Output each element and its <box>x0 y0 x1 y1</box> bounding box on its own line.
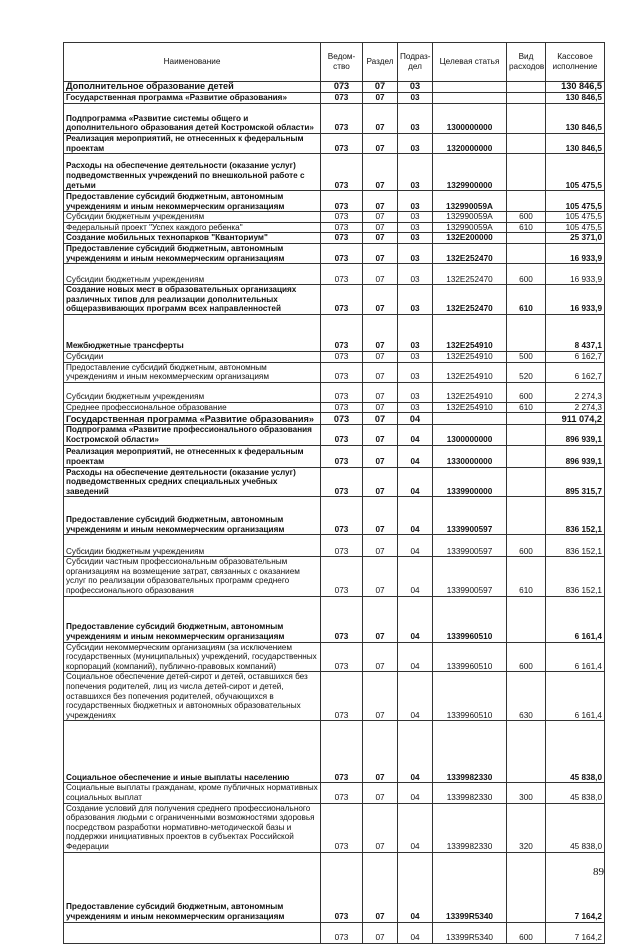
row-vedom-cell: 073 <box>321 212 363 223</box>
row-vedom-cell: 073 <box>321 104 363 134</box>
row-podrazdel-cell: 04 <box>398 803 433 852</box>
row-vid-cell <box>507 134 546 154</box>
row-razdel-cell: 07 <box>363 642 398 672</box>
row-razdel-cell: 07 <box>363 222 398 233</box>
row-target-cell: 132E252470 <box>433 264 507 285</box>
row-target-cell: 132E254910 <box>433 314 507 351</box>
budget-table-sheet <box>63 42 604 944</box>
row-name-cell: Расходы на обеспечение деятельности (оказание услуг) подведомственных учреждений по внешкольной работе с детьми <box>64 154 321 191</box>
row-podrazdel-cell: 03 <box>398 93 433 104</box>
row-target-cell: 1329900000 <box>433 154 507 191</box>
row-vedom-cell: 073 <box>321 154 363 191</box>
row-razdel-cell: 07 <box>363 803 398 852</box>
row-razdel-cell: 07 <box>363 93 398 104</box>
row-name-cell: Субсидии частным профессиональным образовательным организациям на возмещение затрат, связанных с оказанием услуг по реализации образовательных программ среднего профессионального образования <box>64 557 321 596</box>
row-name-cell: Субсидии <box>64 351 321 362</box>
row-target-cell: 1330000000 <box>433 445 507 467</box>
row-vid-cell: 610 <box>507 222 546 233</box>
row-vid-cell: 600 <box>507 264 546 285</box>
row-target-cell: 132E254910 <box>433 351 507 362</box>
row-podrazdel-cell: 03 <box>398 285 433 315</box>
row-vid-cell <box>507 82 546 93</box>
row-razdel-cell: 07 <box>363 382 398 402</box>
row-vedom-cell: 073 <box>321 362 363 382</box>
row-razdel-cell: 07 <box>363 285 398 315</box>
page-number: 89 <box>593 866 604 878</box>
row-target-cell: 1339960510 <box>433 672 507 721</box>
row-podrazdel-cell: 03 <box>398 222 433 233</box>
row-vedom-cell: 073 <box>321 783 363 803</box>
table-row <box>64 497 605 535</box>
row-razdel-cell: 07 <box>363 264 398 285</box>
row-razdel-cell: 07 <box>363 672 398 721</box>
row-podrazdel-cell: 03 <box>398 233 433 244</box>
row-vedom-cell: 073 <box>321 425 363 445</box>
col-header-vedom: Ведом-ство <box>321 43 363 82</box>
table-row <box>64 134 605 154</box>
row-vid-cell <box>507 233 546 244</box>
row-podrazdel-cell: 03 <box>398 243 433 263</box>
row-podrazdel-cell: 03 <box>398 212 433 223</box>
row-vedom-cell: 073 <box>321 721 363 783</box>
table-row <box>64 191 605 212</box>
row-name-cell: Субсидии некоммерческим организациям (за исключением государственных (муниципальных) учреждений, государственных корпораций (компаний), публично-правовых компаний) <box>64 642 321 672</box>
row-vedom-cell: 073 <box>321 852 363 922</box>
row-vid-cell <box>507 191 546 212</box>
table-row <box>64 82 605 93</box>
row-amount-cell: 105 475,5 <box>546 212 605 223</box>
row-podrazdel-cell: 04 <box>398 497 433 535</box>
row-vedom-cell: 073 <box>321 672 363 721</box>
table-row <box>64 285 605 315</box>
row-podrazdel-cell: 04 <box>398 783 433 803</box>
row-podrazdel-cell: 04 <box>398 922 433 943</box>
row-podrazdel-cell: 03 <box>398 104 433 134</box>
row-razdel-cell: 07 <box>363 425 398 445</box>
row-amount-cell: 105 475,5 <box>546 154 605 191</box>
row-vedom-cell: 073 <box>321 803 363 852</box>
row-amount-cell: 836 152,1 <box>546 535 605 557</box>
row-target-cell: 1300000000 <box>433 425 507 445</box>
row-amount-cell: 895 315,7 <box>546 467 605 497</box>
row-vid-cell: 600 <box>507 922 546 943</box>
row-podrazdel-cell: 04 <box>398 445 433 467</box>
row-vid-cell: 520 <box>507 362 546 382</box>
col-header-name: Наименование <box>64 43 321 82</box>
row-target-cell: 132E252470 <box>433 285 507 315</box>
row-target-cell: 1339960510 <box>433 642 507 672</box>
row-amount-cell: 836 152,1 <box>546 557 605 596</box>
row-vid-cell <box>507 445 546 467</box>
row-amount-cell: 2 274,3 <box>546 382 605 402</box>
table-row <box>64 672 605 721</box>
row-razdel-cell: 07 <box>363 402 398 413</box>
row-podrazdel-cell: 03 <box>398 191 433 212</box>
row-vedom-cell: 073 <box>321 382 363 402</box>
row-amount-cell: 105 475,5 <box>546 191 605 212</box>
row-amount-cell: 130 846,5 <box>546 104 605 134</box>
row-podrazdel-cell: 04 <box>398 721 433 783</box>
row-name-cell: Подпрограмма «Развитие профессионального образования Костромской области» <box>64 425 321 445</box>
table-row <box>64 233 605 244</box>
row-razdel-cell: 07 <box>363 212 398 223</box>
row-vedom-cell: 073 <box>321 82 363 93</box>
row-podrazdel-cell: 04 <box>398 596 433 642</box>
row-target-cell: 1339960510 <box>433 596 507 642</box>
row-vid-cell <box>507 93 546 104</box>
row-target-cell: 132990059А <box>433 222 507 233</box>
row-razdel-cell: 07 <box>363 104 398 134</box>
row-vedom-cell: 073 <box>321 233 363 244</box>
row-razdel-cell: 07 <box>363 243 398 263</box>
row-podrazdel-cell: 03 <box>398 402 433 413</box>
row-vid-cell <box>507 243 546 263</box>
row-vid-cell <box>507 104 546 134</box>
table-row <box>64 243 605 263</box>
row-vid-cell <box>507 154 546 191</box>
row-vid-cell: 600 <box>507 535 546 557</box>
row-name-cell: Создание новых мест в образовательных организациях различных типов для реализации дополнительных общеразвивающих программ всех направленностей <box>64 285 321 315</box>
row-vid-cell: 300 <box>507 783 546 803</box>
row-vid-cell: 610 <box>507 557 546 596</box>
row-podrazdel-cell: 04 <box>398 642 433 672</box>
row-razdel-cell: 07 <box>363 596 398 642</box>
row-target-cell: 1339900597 <box>433 535 507 557</box>
table-row <box>64 445 605 467</box>
row-razdel-cell: 07 <box>363 413 398 425</box>
row-razdel-cell: 07 <box>363 557 398 596</box>
row-name-cell: Подпрограмма «Развитие системы общего и дополнительного образования детей Костромской области» <box>64 104 321 134</box>
table-row <box>64 362 605 382</box>
row-vedom-cell: 073 <box>321 285 363 315</box>
table-row <box>64 382 605 402</box>
table-row <box>64 413 605 425</box>
table-header-row <box>64 43 605 82</box>
row-name-cell: Субсидии бюджетным учреждениям <box>64 212 321 223</box>
row-razdel-cell: 07 <box>363 154 398 191</box>
row-vedom-cell: 073 <box>321 557 363 596</box>
row-podrazdel-cell: 04 <box>398 467 433 497</box>
row-vedom-cell: 073 <box>321 642 363 672</box>
row-target-cell: 13399R5340 <box>433 852 507 922</box>
table-row <box>64 535 605 557</box>
row-vid-cell: 320 <box>507 803 546 852</box>
table-row <box>64 922 605 943</box>
row-target-cell: 132E254910 <box>433 382 507 402</box>
row-amount-cell: 7 164,2 <box>546 852 605 922</box>
row-target-cell: 1339982330 <box>433 721 507 783</box>
row-name-cell: Предоставление субсидий бюджетным, автономным учреждениям и иным некоммерческим организациям <box>64 497 321 535</box>
table-row <box>64 596 605 642</box>
row-vedom-cell: 073 <box>321 191 363 212</box>
row-amount-cell: 7 164,2 <box>546 922 605 943</box>
row-name-cell: Субсидии бюджетным учреждениям <box>64 264 321 285</box>
row-name-cell: Федеральный проект "Успех каждого ребенка" <box>64 222 321 233</box>
row-razdel-cell: 07 <box>363 191 398 212</box>
row-amount-cell: 6 161,4 <box>546 672 605 721</box>
row-target-cell <box>433 82 507 93</box>
row-target-cell: 1339982330 <box>433 783 507 803</box>
row-name-cell: Расходы на обеспечение деятельности (оказание услуг) подведомственных средних специальных учебных заведений <box>64 467 321 497</box>
row-amount-cell: 16 933,9 <box>546 285 605 315</box>
row-vid-cell <box>507 314 546 351</box>
row-podrazdel-cell: 03 <box>398 264 433 285</box>
table-row <box>64 351 605 362</box>
row-podrazdel-cell: 04 <box>398 672 433 721</box>
table-row <box>64 222 605 233</box>
row-target-cell: 1339900000 <box>433 467 507 497</box>
col-header-podrazdel: Подраз-дел <box>398 43 433 82</box>
row-amount-cell: 911 074,2 <box>546 413 605 425</box>
table-row <box>64 721 605 783</box>
row-amount-cell: 45 838,0 <box>546 783 605 803</box>
row-amount-cell: 130 846,5 <box>546 134 605 154</box>
row-target-cell: 1320000000 <box>433 134 507 154</box>
row-vid-cell <box>507 467 546 497</box>
row-name-cell: Социальное обеспечение детей-сирот и детей, оставшихся без попечения родителей, лиц из числа детей-сирот и детей, оставшихся без попечения родителей, обучающихся в государственных бюджетных и автономных образовательных учреждениях <box>64 672 321 721</box>
row-vid-cell: 600 <box>507 642 546 672</box>
table-row <box>64 402 605 413</box>
row-vid-cell: 600 <box>507 382 546 402</box>
row-amount-cell: 2 274,3 <box>546 402 605 413</box>
row-razdel-cell: 07 <box>363 362 398 382</box>
row-vedom-cell: 073 <box>321 497 363 535</box>
row-podrazdel-cell: 04 <box>398 852 433 922</box>
row-razdel-cell: 07 <box>363 445 398 467</box>
row-vid-cell: 500 <box>507 351 546 362</box>
row-amount-cell: 130 846,5 <box>546 93 605 104</box>
row-name-cell: Государственная программа «Развитие образования» <box>64 413 321 425</box>
row-name-cell: Социальные выплаты гражданам, кроме публичных нормативных социальных выплат <box>64 783 321 803</box>
row-target-cell: 132E200000 <box>433 233 507 244</box>
row-razdel-cell: 07 <box>363 497 398 535</box>
col-header-target: Целевая статья <box>433 43 507 82</box>
row-podrazdel-cell: 04 <box>398 413 433 425</box>
row-razdel-cell: 07 <box>363 922 398 943</box>
row-name-cell: Создание мобильных технопарков "Кванториум" <box>64 233 321 244</box>
table-row <box>64 783 605 803</box>
table-row <box>64 852 605 922</box>
row-amount-cell: 45 838,0 <box>546 721 605 783</box>
row-vedom-cell: 073 <box>321 535 363 557</box>
row-podrazdel-cell: 04 <box>398 535 433 557</box>
row-vedom-cell: 073 <box>321 222 363 233</box>
row-razdel-cell: 07 <box>363 314 398 351</box>
row-name-cell: Предоставление субсидий бюджетным, автономным учреждениям и иным некоммерческим организациям <box>64 362 321 382</box>
table-row <box>64 557 605 596</box>
row-amount-cell: 836 152,1 <box>546 497 605 535</box>
row-name-cell: Предоставление субсидий бюджетным, автономным учреждениям и иным некоммерческим организациям <box>64 596 321 642</box>
table-row <box>64 104 605 134</box>
row-vedom-cell: 073 <box>321 93 363 104</box>
row-vedom-cell: 073 <box>321 243 363 263</box>
row-razdel-cell: 07 <box>363 467 398 497</box>
row-vedom-cell: 073 <box>321 467 363 497</box>
row-name-cell: Субсидии бюджетным учреждениям <box>64 382 321 402</box>
row-vedom-cell: 073 <box>321 134 363 154</box>
row-amount-cell: 105 475,5 <box>546 222 605 233</box>
col-header-amount: Кассовое исполнение <box>546 43 605 82</box>
row-name-cell: Реализация мероприятий, не отнесенных к федеральным проектам <box>64 134 321 154</box>
row-podrazdel-cell: 03 <box>398 82 433 93</box>
row-amount-cell: 130 846,5 <box>546 82 605 93</box>
row-podrazdel-cell: 03 <box>398 382 433 402</box>
row-razdel-cell: 07 <box>363 535 398 557</box>
row-target-cell: 132990059А <box>433 191 507 212</box>
table-row <box>64 425 605 445</box>
row-vid-cell <box>507 497 546 535</box>
row-podrazdel-cell: 03 <box>398 314 433 351</box>
row-podrazdel-cell: 04 <box>398 557 433 596</box>
row-target-cell: 132E254910 <box>433 362 507 382</box>
row-name-cell: Предоставление субсидий бюджетным, автономным учреждениям и иным некоммерческим организациям <box>64 852 321 922</box>
row-vedom-cell: 073 <box>321 402 363 413</box>
row-razdel-cell: 07 <box>363 721 398 783</box>
row-podrazdel-cell: 03 <box>398 154 433 191</box>
table-row <box>64 467 605 497</box>
budget-table <box>63 42 605 944</box>
row-target-cell: 132990059А <box>433 212 507 223</box>
table-row <box>64 93 605 104</box>
row-podrazdel-cell: 03 <box>398 134 433 154</box>
row-razdel-cell: 07 <box>363 82 398 93</box>
row-vid-cell <box>507 413 546 425</box>
row-target-cell: 1339982330 <box>433 803 507 852</box>
row-amount-cell: 6 162,7 <box>546 362 605 382</box>
row-target-cell <box>433 93 507 104</box>
row-vedom-cell: 073 <box>321 351 363 362</box>
row-vedom-cell: 073 <box>321 445 363 467</box>
row-vid-cell: 610 <box>507 285 546 315</box>
row-vid-cell: 610 <box>507 402 546 413</box>
row-razdel-cell: 07 <box>363 351 398 362</box>
row-razdel-cell: 07 <box>363 852 398 922</box>
row-name-cell: Предоставление субсидий бюджетным, автономным учреждениям и иным некоммерческим организациям <box>64 191 321 212</box>
row-amount-cell: 8 437,1 <box>546 314 605 351</box>
row-vedom-cell: 073 <box>321 922 363 943</box>
row-amount-cell: 896 939,1 <box>546 445 605 467</box>
row-vedom-cell: 073 <box>321 413 363 425</box>
row-amount-cell: 6 161,4 <box>546 596 605 642</box>
row-target-cell: 1339900597 <box>433 497 507 535</box>
table-row <box>64 314 605 351</box>
row-vid-cell <box>507 596 546 642</box>
row-amount-cell: 6 162,7 <box>546 351 605 362</box>
row-name-cell: Субсидии бюджетным учреждениям <box>64 535 321 557</box>
row-razdel-cell: 07 <box>363 783 398 803</box>
row-podrazdel-cell: 03 <box>398 351 433 362</box>
row-name-cell: Государственная программа «Развитие образования» <box>64 93 321 104</box>
row-razdel-cell: 07 <box>363 134 398 154</box>
row-amount-cell: 25 371,0 <box>546 233 605 244</box>
row-name-cell: Социальное обеспечение и иные выплаты населению <box>64 721 321 783</box>
row-name-cell: Дополнительное образование детей <box>64 82 321 93</box>
row-amount-cell: 6 161,4 <box>546 642 605 672</box>
row-target-cell: 1300000000 <box>433 104 507 134</box>
col-header-razdel: Раздел <box>363 43 398 82</box>
row-target-cell: 132E252470 <box>433 243 507 263</box>
row-vedom-cell: 073 <box>321 596 363 642</box>
row-target-cell: 1339900597 <box>433 557 507 596</box>
row-target-cell: 13399R5340 <box>433 922 507 943</box>
row-vid-cell <box>507 852 546 922</box>
row-vid-cell <box>507 425 546 445</box>
col-header-vid: Вид расходов <box>507 43 546 82</box>
row-target-cell <box>433 413 507 425</box>
table-row <box>64 642 605 672</box>
row-name-cell: Межбюджетные трансферты <box>64 314 321 351</box>
row-target-cell: 132E254910 <box>433 402 507 413</box>
row-amount-cell: 896 939,1 <box>546 425 605 445</box>
table-body <box>64 82 605 944</box>
row-amount-cell: 16 933,9 <box>546 264 605 285</box>
row-vedom-cell: 073 <box>321 314 363 351</box>
row-vid-cell: 630 <box>507 672 546 721</box>
table-row <box>64 154 605 191</box>
row-name-cell: Реализация мероприятий, не отнесенных к федеральным проектам <box>64 445 321 467</box>
row-vid-cell <box>507 721 546 783</box>
row-amount-cell: 16 933,9 <box>546 243 605 263</box>
row-razdel-cell: 07 <box>363 233 398 244</box>
row-amount-cell: 45 838,0 <box>546 803 605 852</box>
row-name-cell: Среднее профессиональное образование <box>64 402 321 413</box>
row-name-cell <box>64 922 321 943</box>
table-row <box>64 212 605 223</box>
row-podrazdel-cell: 03 <box>398 362 433 382</box>
row-name-cell: Создание условий для получения среднего профессионального образования людьми с ограниченными возможностями здоровья посредством разработки нормативно-методической базы и поддержки инициативных проектов в субъектах Российской Федерации <box>64 803 321 852</box>
row-name-cell: Предоставление субсидий бюджетным, автономным учреждениям и иным некоммерческим организациям <box>64 243 321 263</box>
row-vedom-cell: 073 <box>321 264 363 285</box>
table-row <box>64 264 605 285</box>
table-row <box>64 803 605 852</box>
row-podrazdel-cell: 04 <box>398 425 433 445</box>
row-vid-cell: 600 <box>507 212 546 223</box>
